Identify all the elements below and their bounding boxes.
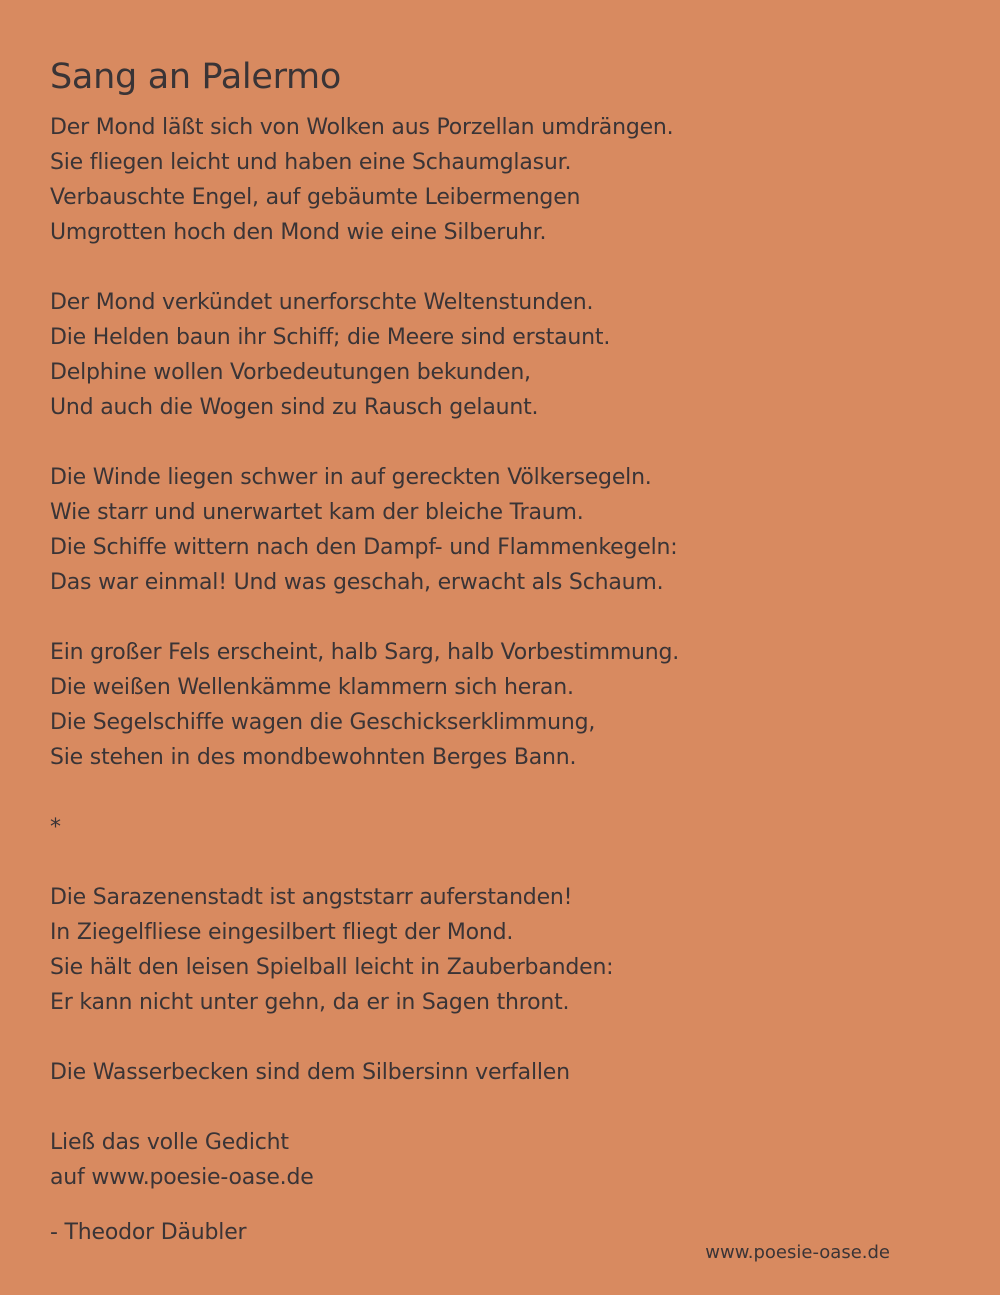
stanza-4 <box>50 635 950 775</box>
poem-line: Sie stehen in des mondbewohnten Berges Bann. <box>50 745 577 770</box>
stanza-3 <box>50 460 950 600</box>
poem-line: Die Schiffe wittern nach den Dampf- und Flammenkegeln: <box>50 535 678 560</box>
poem-line: Sie fliegen leicht und haben eine Schaumglasur. <box>50 150 572 175</box>
poem-line: Die Sarazenenstadt ist angststarr auferstanden! <box>50 885 573 910</box>
poem-body <box>50 110 950 1250</box>
poem-line: Verbauschte Engel, auf gebäumte Leibermengen <box>50 185 581 210</box>
poem-line: Ein großer Fels erscheint, halb Sarg, halb Vorbestimmung. <box>50 640 680 665</box>
poem-line: Die Winde liegen schwer in auf gereckten Völkersegeln. <box>50 465 652 490</box>
poem-line: Die Segelschiffe wagen die Geschickserklimmung, <box>50 710 596 735</box>
read-more-line-2: auf www.poesie-oase.de <box>50 1165 314 1190</box>
stanza-5 <box>50 880 950 1020</box>
stanza-1 <box>50 110 950 250</box>
poem-line: Der Mond verkündet unerforschte Weltenstunden. <box>50 290 594 315</box>
poem-line: Die Wasserbecken sind dem Silbersinn verfallen <box>50 1060 570 1085</box>
poem-line: In Ziegelfliese eingesilbert fliegt der Mond. <box>50 920 514 945</box>
section-divider: * <box>50 815 61 840</box>
poem-page <box>50 52 950 1250</box>
stanza-2 <box>50 285 950 425</box>
read-more-note <box>50 1125 950 1195</box>
read-more-line-1: Ließ das volle Gedicht <box>50 1130 289 1155</box>
poem-line: Die weißen Wellenkämme klammern sich heran. <box>50 675 574 700</box>
poem-line: Der Mond läßt sich von Wolken aus Porzellan umdrängen. <box>50 115 674 140</box>
poem-line: Die Helden baun ihr Schiff; die Meere sind erstaunt. <box>50 325 611 350</box>
author-attribution: - Theodor Däubler <box>50 1220 247 1245</box>
poem-line: Delphine wollen Vorbedeutungen bekunden, <box>50 360 531 385</box>
stanza-6 <box>50 1055 950 1090</box>
poem-line: Und auch die Wogen sind zu Rausch gelaunt. <box>50 395 539 420</box>
poem-line: Er kann nicht unter gehn, da er in Sagen thront. <box>50 990 570 1015</box>
poem-title: Sang an Palermo <box>50 57 341 97</box>
site-url: www.poesie-oase.de <box>705 1242 890 1263</box>
poem-line: Umgrotten hoch den Mond wie eine Silberuhr. <box>50 220 547 245</box>
poem-line: Sie hält den leisen Spielball leicht in Zauberbanden: <box>50 955 614 980</box>
poem-line: Das war einmal! Und was geschah, erwacht als Schaum. <box>50 570 664 595</box>
poem-line: Wie starr und unerwartet kam der bleiche Traum. <box>50 500 584 525</box>
